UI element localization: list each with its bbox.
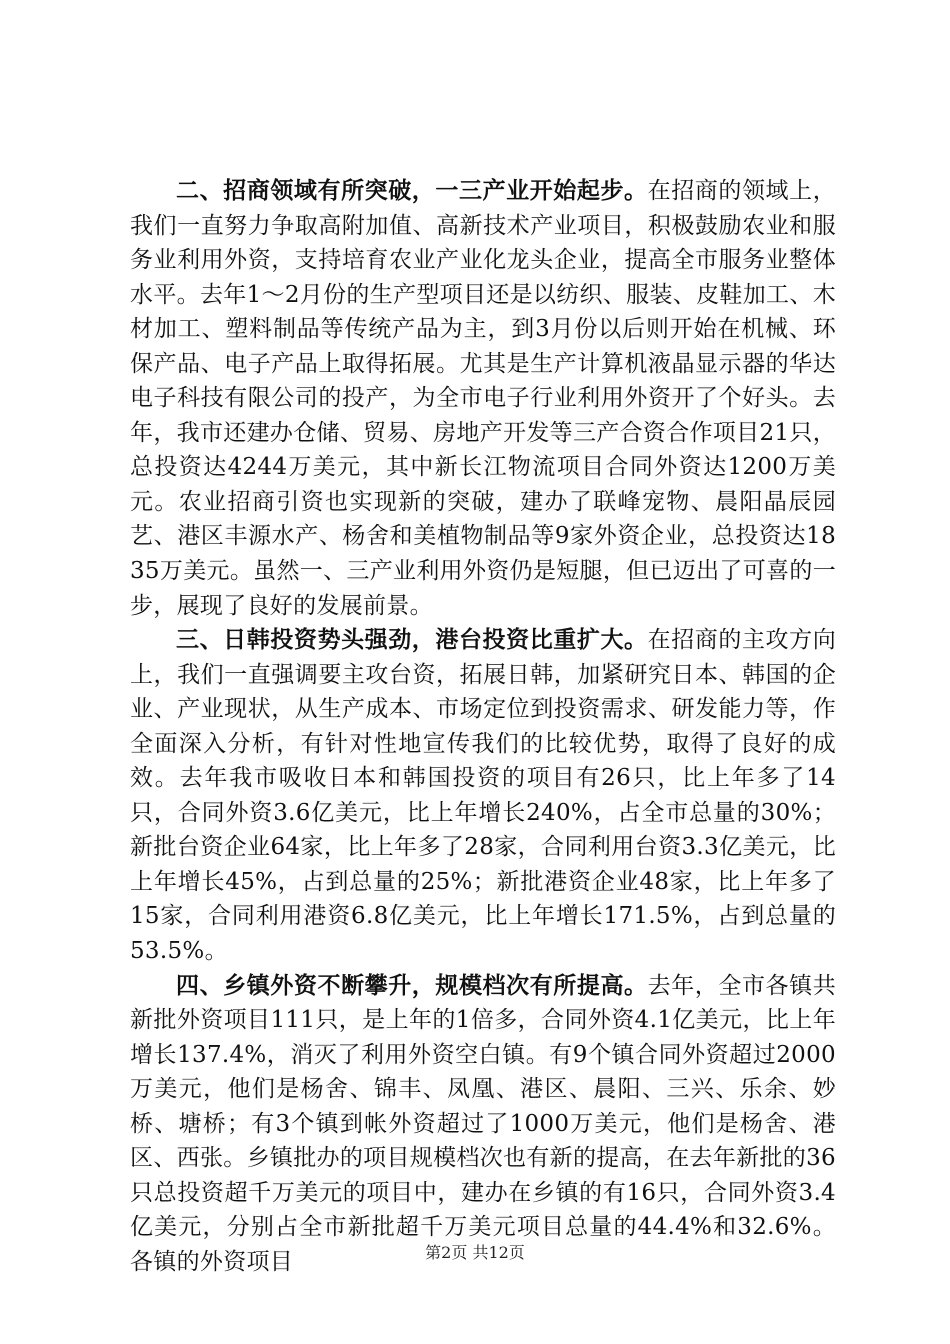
- paragraph-heading: 二、招商领域有所突破，一三产业开始起步。: [176, 177, 648, 204]
- paragraph-japan-korea-investment: [130, 623, 836, 968]
- page-number: 第2页 共12页: [425, 1243, 525, 1262]
- paragraph-text: 在招商的主攻方向上，我们一直强调要主攻台资，拓展日韩，加紧研究日本、韩国的企业、产业现状，从生产成本、市场定位到投资需求、研发能力等，作全面深入分析，有针对性地宣传我们的比较优势，取得了良好的成效。去年我市吸收日本和韩国投资的项目有26只，比上年多了14只，合同外资3.6亿美元，比上年增长240%，占全市总量的30%；新批台资企业64家，比上年多了28家，合同利用台资3.3亿美元，比上年增长45%，占到总量的25%；新批港资企业48家，比上年多了15家，合同利用港资6.8亿美元，比上年增长171.5%，占到总量的53.5%。: [130, 627, 836, 965]
- body-text: [130, 174, 836, 1280]
- paragraph-township-investment: [130, 969, 836, 1280]
- paragraph-investment-fields: [130, 174, 836, 623]
- paragraph-heading: 三、日韩投资势头强劲，港台投资比重扩大。: [176, 626, 648, 654]
- paragraph-text: 去年，全市各镇共新批外资项目111只，是上年的1倍多，合同外资4.1亿美元，比上年增长137.4%，消灭了利用外资空白镇。有9个镇合同外资超过2000万美元，他们是杨舍、锦丰、凤凰、港区、晨阳、三兴、乐余、妙桥、塘桥；有3个镇到帐外资超过了1000万美元，他们是杨舍、港区、西张。乡镇批办的项目规模档次也有新的提高，在去年新批的36只总投资超千万美元的项目中，建办在乡镇的有16只，合同外资3.4亿美元，分别占全市新批超千万美元项目总量的44.4%和32.6%。各镇的外资项目: [130, 972, 836, 1275]
- paragraph-text: 在招商的领域上，我们一直努力争取高附加值、高新技术产业项目，积极鼓励农业和服务业利用外资，支持培育农业产业化龙头企业，提高全市服务业整体水平。去年1～2月份的生产型项目还是以纺织、服装、皮鞋加工、木材加工、塑料制品等传统产品为主，到3月份以后则开始在机械、环保产品、电子产品上取得拓展。尤其是生产计算机液晶显示器的华达电子科技有限公司的投产，为全市电子行业利用外资开了个好头。去年，我市还建办仓储、贸易、房地产开发等三产合资合作项目21只，总投资达4244万美元，其中新长江物流项目合同外资达1200万美元。农业招商引资也实现新的突破，建办了联峰宠物、晨阳晶辰园艺、港区丰源水产、杨舍和美植物制品等9家外资企业，总投资达1835万美元。虽然一、三产业利用外资仍是短腿，但已迈出了可喜的一步，展现了良好的发展前景。: [130, 178, 836, 619]
- paragraph-heading: 四、乡镇外资不断攀升，规模档次有所提高。: [176, 971, 648, 999]
- page-footer: [0, 1243, 950, 1263]
